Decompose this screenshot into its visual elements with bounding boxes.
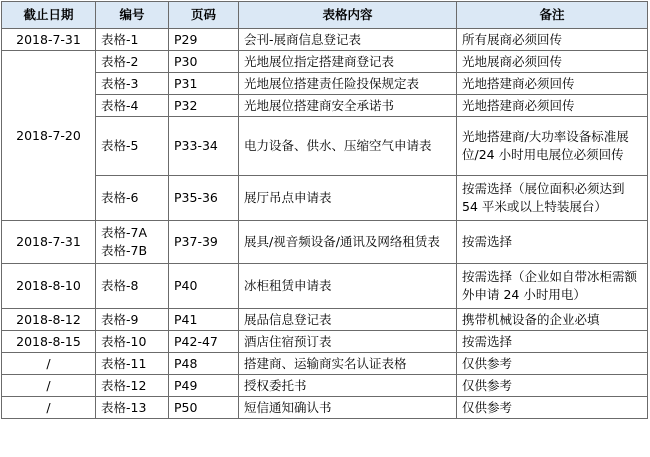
page-cell: P29 bbox=[169, 29, 239, 51]
forms-table bbox=[1, 1, 648, 419]
table-row bbox=[2, 176, 648, 221]
content-cell: 短信通知确认书 bbox=[239, 397, 457, 419]
deadline-cell: 2018-8-10 bbox=[2, 264, 96, 309]
forms-table-container bbox=[1, 1, 648, 419]
table-row bbox=[2, 331, 648, 353]
header-deadline: 截止日期 bbox=[2, 2, 96, 29]
note-cell: 按需选择 bbox=[457, 221, 648, 264]
table-row bbox=[2, 95, 648, 117]
note-cell: 携带机械设备的企业必填 bbox=[457, 309, 648, 331]
deadline-cell: / bbox=[2, 397, 96, 419]
deadline-cell: 2018-7-31 bbox=[2, 29, 96, 51]
table-row bbox=[2, 221, 648, 264]
content-cell: 搭建商、运输商实名认证表格 bbox=[239, 353, 457, 375]
code-cell: 表格-4 bbox=[96, 95, 169, 117]
note-cell: 光地搭建商必须回传 bbox=[457, 95, 648, 117]
note-cell: 光地搭建商必须回传 bbox=[457, 73, 648, 95]
page-cell: P32 bbox=[169, 95, 239, 117]
note-cell: 按需选择（展位面积必须达到 54 平米或以上特装展台） bbox=[457, 176, 648, 221]
code-cell: 表格-9 bbox=[96, 309, 169, 331]
code-cell: 表格-12 bbox=[96, 375, 169, 397]
deadline-cell: 2018-7-20 bbox=[2, 51, 96, 221]
code-cell: 表格-11 bbox=[96, 353, 169, 375]
header-page: 页码 bbox=[169, 2, 239, 29]
page-cell: P31 bbox=[169, 73, 239, 95]
deadline-cell: / bbox=[2, 353, 96, 375]
code-cell: 表格-13 bbox=[96, 397, 169, 419]
table-row bbox=[2, 353, 648, 375]
header-code: 编号 bbox=[96, 2, 169, 29]
page-cell: P37-39 bbox=[169, 221, 239, 264]
code-cell: 表格-3 bbox=[96, 73, 169, 95]
table-row bbox=[2, 117, 648, 176]
table-row bbox=[2, 264, 648, 309]
content-cell: 电力设备、供水、压缩空气申请表 bbox=[239, 117, 457, 176]
content-cell: 光地展位搭建商安全承诺书 bbox=[239, 95, 457, 117]
note-cell: 按需选择（企业如自带冰柜需额外申请 24 小时用电） bbox=[457, 264, 648, 309]
page-cell: P48 bbox=[169, 353, 239, 375]
code-cell: 表格-6 bbox=[96, 176, 169, 221]
table-row bbox=[2, 29, 648, 51]
content-cell: 酒店住宿预订表 bbox=[239, 331, 457, 353]
table-row bbox=[2, 73, 648, 95]
header-row bbox=[2, 2, 648, 29]
content-cell: 授权委托书 bbox=[239, 375, 457, 397]
code-cell: 表格-8 bbox=[96, 264, 169, 309]
code-cell: 表格-5 bbox=[96, 117, 169, 176]
table-row bbox=[2, 309, 648, 331]
page-cell: P35-36 bbox=[169, 176, 239, 221]
code-line: 表格-7B bbox=[101, 243, 148, 258]
table-row bbox=[2, 51, 648, 73]
content-cell: 展具/视音频设备/通讯及网络租赁表 bbox=[239, 221, 457, 264]
note-cell: 仅供参考 bbox=[457, 397, 648, 419]
code-cell: 表格-10 bbox=[96, 331, 169, 353]
deadline-cell: 2018-8-15 bbox=[2, 331, 96, 353]
content-cell: 光地展位指定搭建商登记表 bbox=[239, 51, 457, 73]
page-cell: P40 bbox=[169, 264, 239, 309]
content-cell: 会刊-展商信息登记表 bbox=[239, 29, 457, 51]
content-cell: 冰柜租赁申请表 bbox=[239, 264, 457, 309]
code-cell bbox=[96, 221, 169, 264]
content-cell: 展品信息登记表 bbox=[239, 309, 457, 331]
page-cell: P33-34 bbox=[169, 117, 239, 176]
deadline-cell: 2018-8-12 bbox=[2, 309, 96, 331]
note-cell: 光地搭建商/大功率设备标准展位/24 小时用电展位必须回传 bbox=[457, 117, 648, 176]
note-cell: 仅供参考 bbox=[457, 353, 648, 375]
table-row bbox=[2, 375, 648, 397]
page-cell: P30 bbox=[169, 51, 239, 73]
code-cell: 表格-2 bbox=[96, 51, 169, 73]
note-cell: 光地展商必须回传 bbox=[457, 51, 648, 73]
page-cell: P42-47 bbox=[169, 331, 239, 353]
note-cell: 仅供参考 bbox=[457, 375, 648, 397]
deadline-cell: 2018-7-31 bbox=[2, 221, 96, 264]
deadline-cell: / bbox=[2, 375, 96, 397]
code-cell: 表格-1 bbox=[96, 29, 169, 51]
header-note: 备注 bbox=[457, 2, 648, 29]
note-cell: 所有展商必须回传 bbox=[457, 29, 648, 51]
page-cell: P50 bbox=[169, 397, 239, 419]
page-cell: P49 bbox=[169, 375, 239, 397]
table-row bbox=[2, 397, 648, 419]
header-content: 表格内容 bbox=[239, 2, 457, 29]
code-line: 表格-7A bbox=[101, 225, 148, 240]
content-cell: 展厅吊点申请表 bbox=[239, 176, 457, 221]
content-cell: 光地展位搭建责任险投保规定表 bbox=[239, 73, 457, 95]
note-cell: 按需选择 bbox=[457, 331, 648, 353]
page-cell: P41 bbox=[169, 309, 239, 331]
